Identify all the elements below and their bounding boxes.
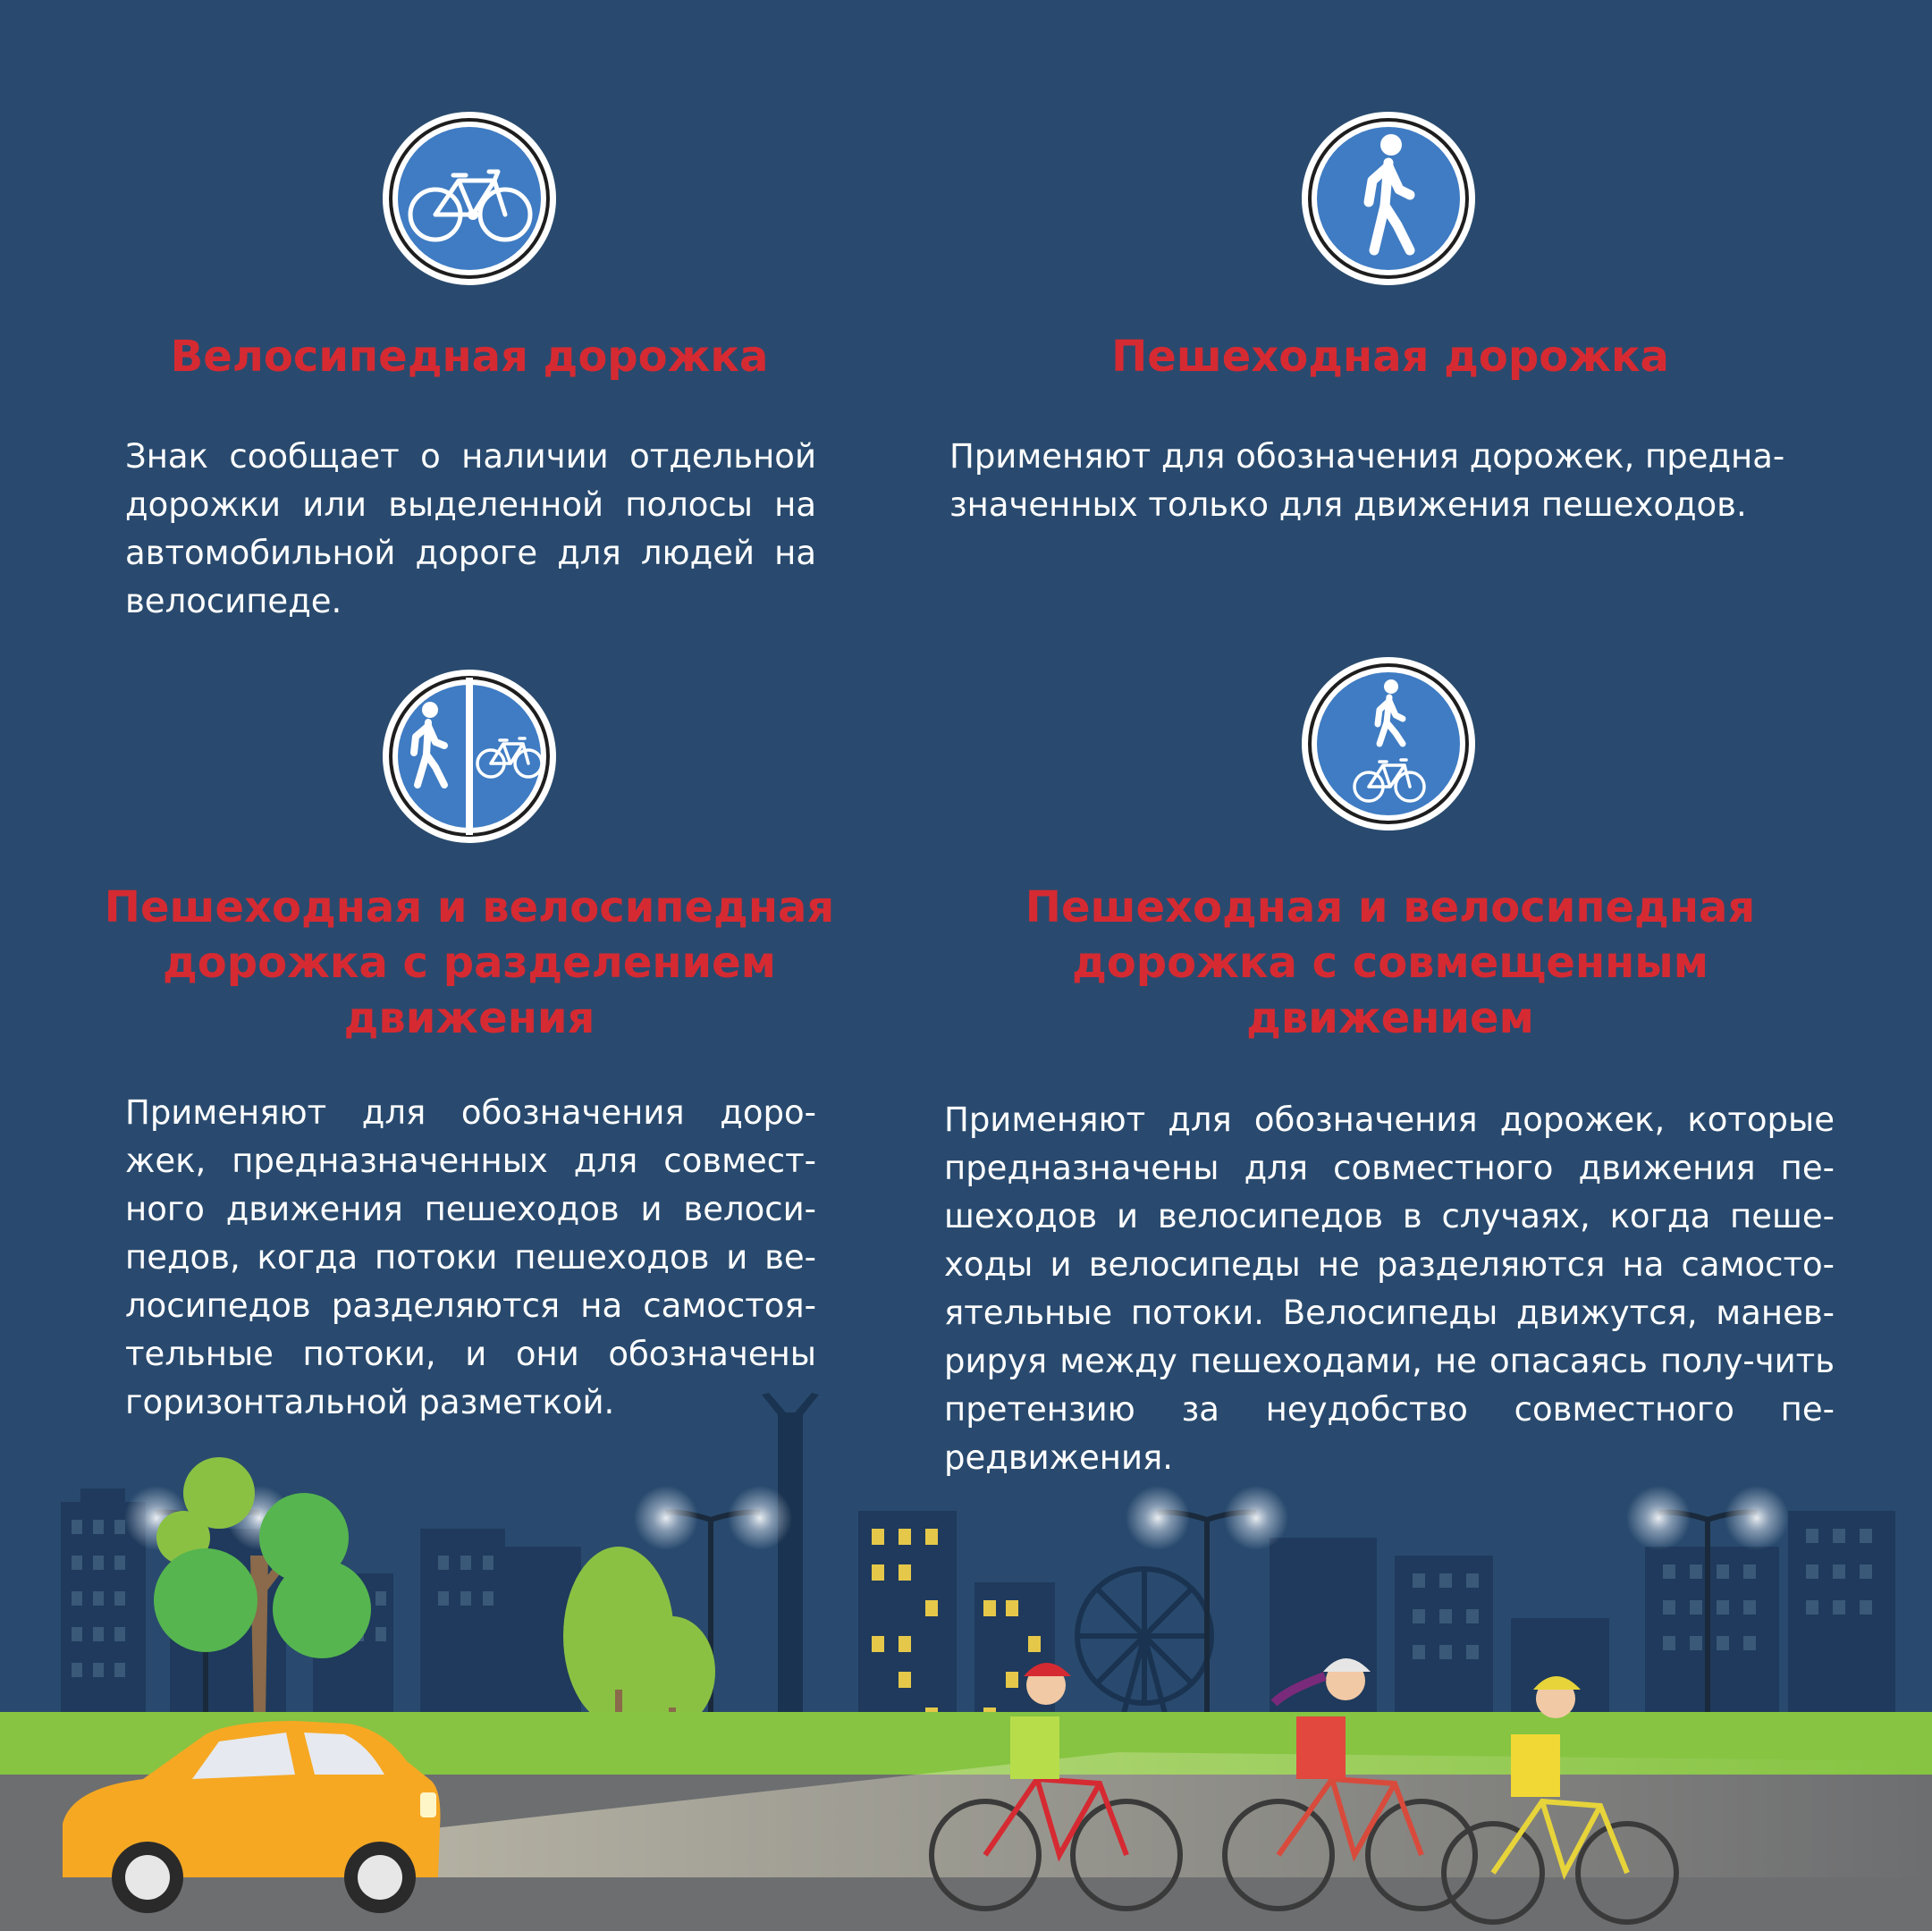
section-title: Пешеходная и велосипедная дорожка с разделением движения: [104, 882, 835, 1043]
split-pedestrian-bicycle-sign-icon: [380, 667, 559, 846]
section-title: Пешеходная и велосипедная дорожка с совмещенным движением: [1025, 882, 1756, 1043]
section-description: Применяют для обозначения доро-жек, предназначенных для совмест-ного движения пешеходов и велоси-педов, когда потоки пешеходов и ве-лосипедов разделяются на самостоя-тельные потоки, и они обозначены горизонтальной разметкой.: [125, 1093, 816, 1421]
shared-pedestrian-bicycle-sign-icon: [1299, 654, 1478, 833]
section-description: Применяют для обозначения дорожек, предна- значенных только для движения пешеходов.: [949, 437, 1785, 524]
section-description: Применяют для обозначения дорожек, которые предназначены для совместного движения пе-шеходов и велосипедов в случаях, когда пеше-ходы и велосипеды не разделяются на самосто-ятельные потоки. Велосипеды движутся, манев-рируя между пешеходами, не опасаясь полу-чить претензию за неудобство совместного пе-редвижения.: [944, 1100, 1835, 1477]
section-title: Пешеходная дорожка: [1111, 332, 1669, 382]
pedestrian-path-sign-icon: [1299, 109, 1478, 288]
section-description: Знак сообщает о наличии отдельной дорожки или выделенной полосы на автомобильной дороге для людей на велосипеде.: [125, 437, 816, 620]
section-title: Велосипедная дорожка: [170, 332, 769, 382]
bicycle-path-sign-icon: [380, 109, 559, 288]
city-scene-illustration: [0, 1377, 1932, 1931]
